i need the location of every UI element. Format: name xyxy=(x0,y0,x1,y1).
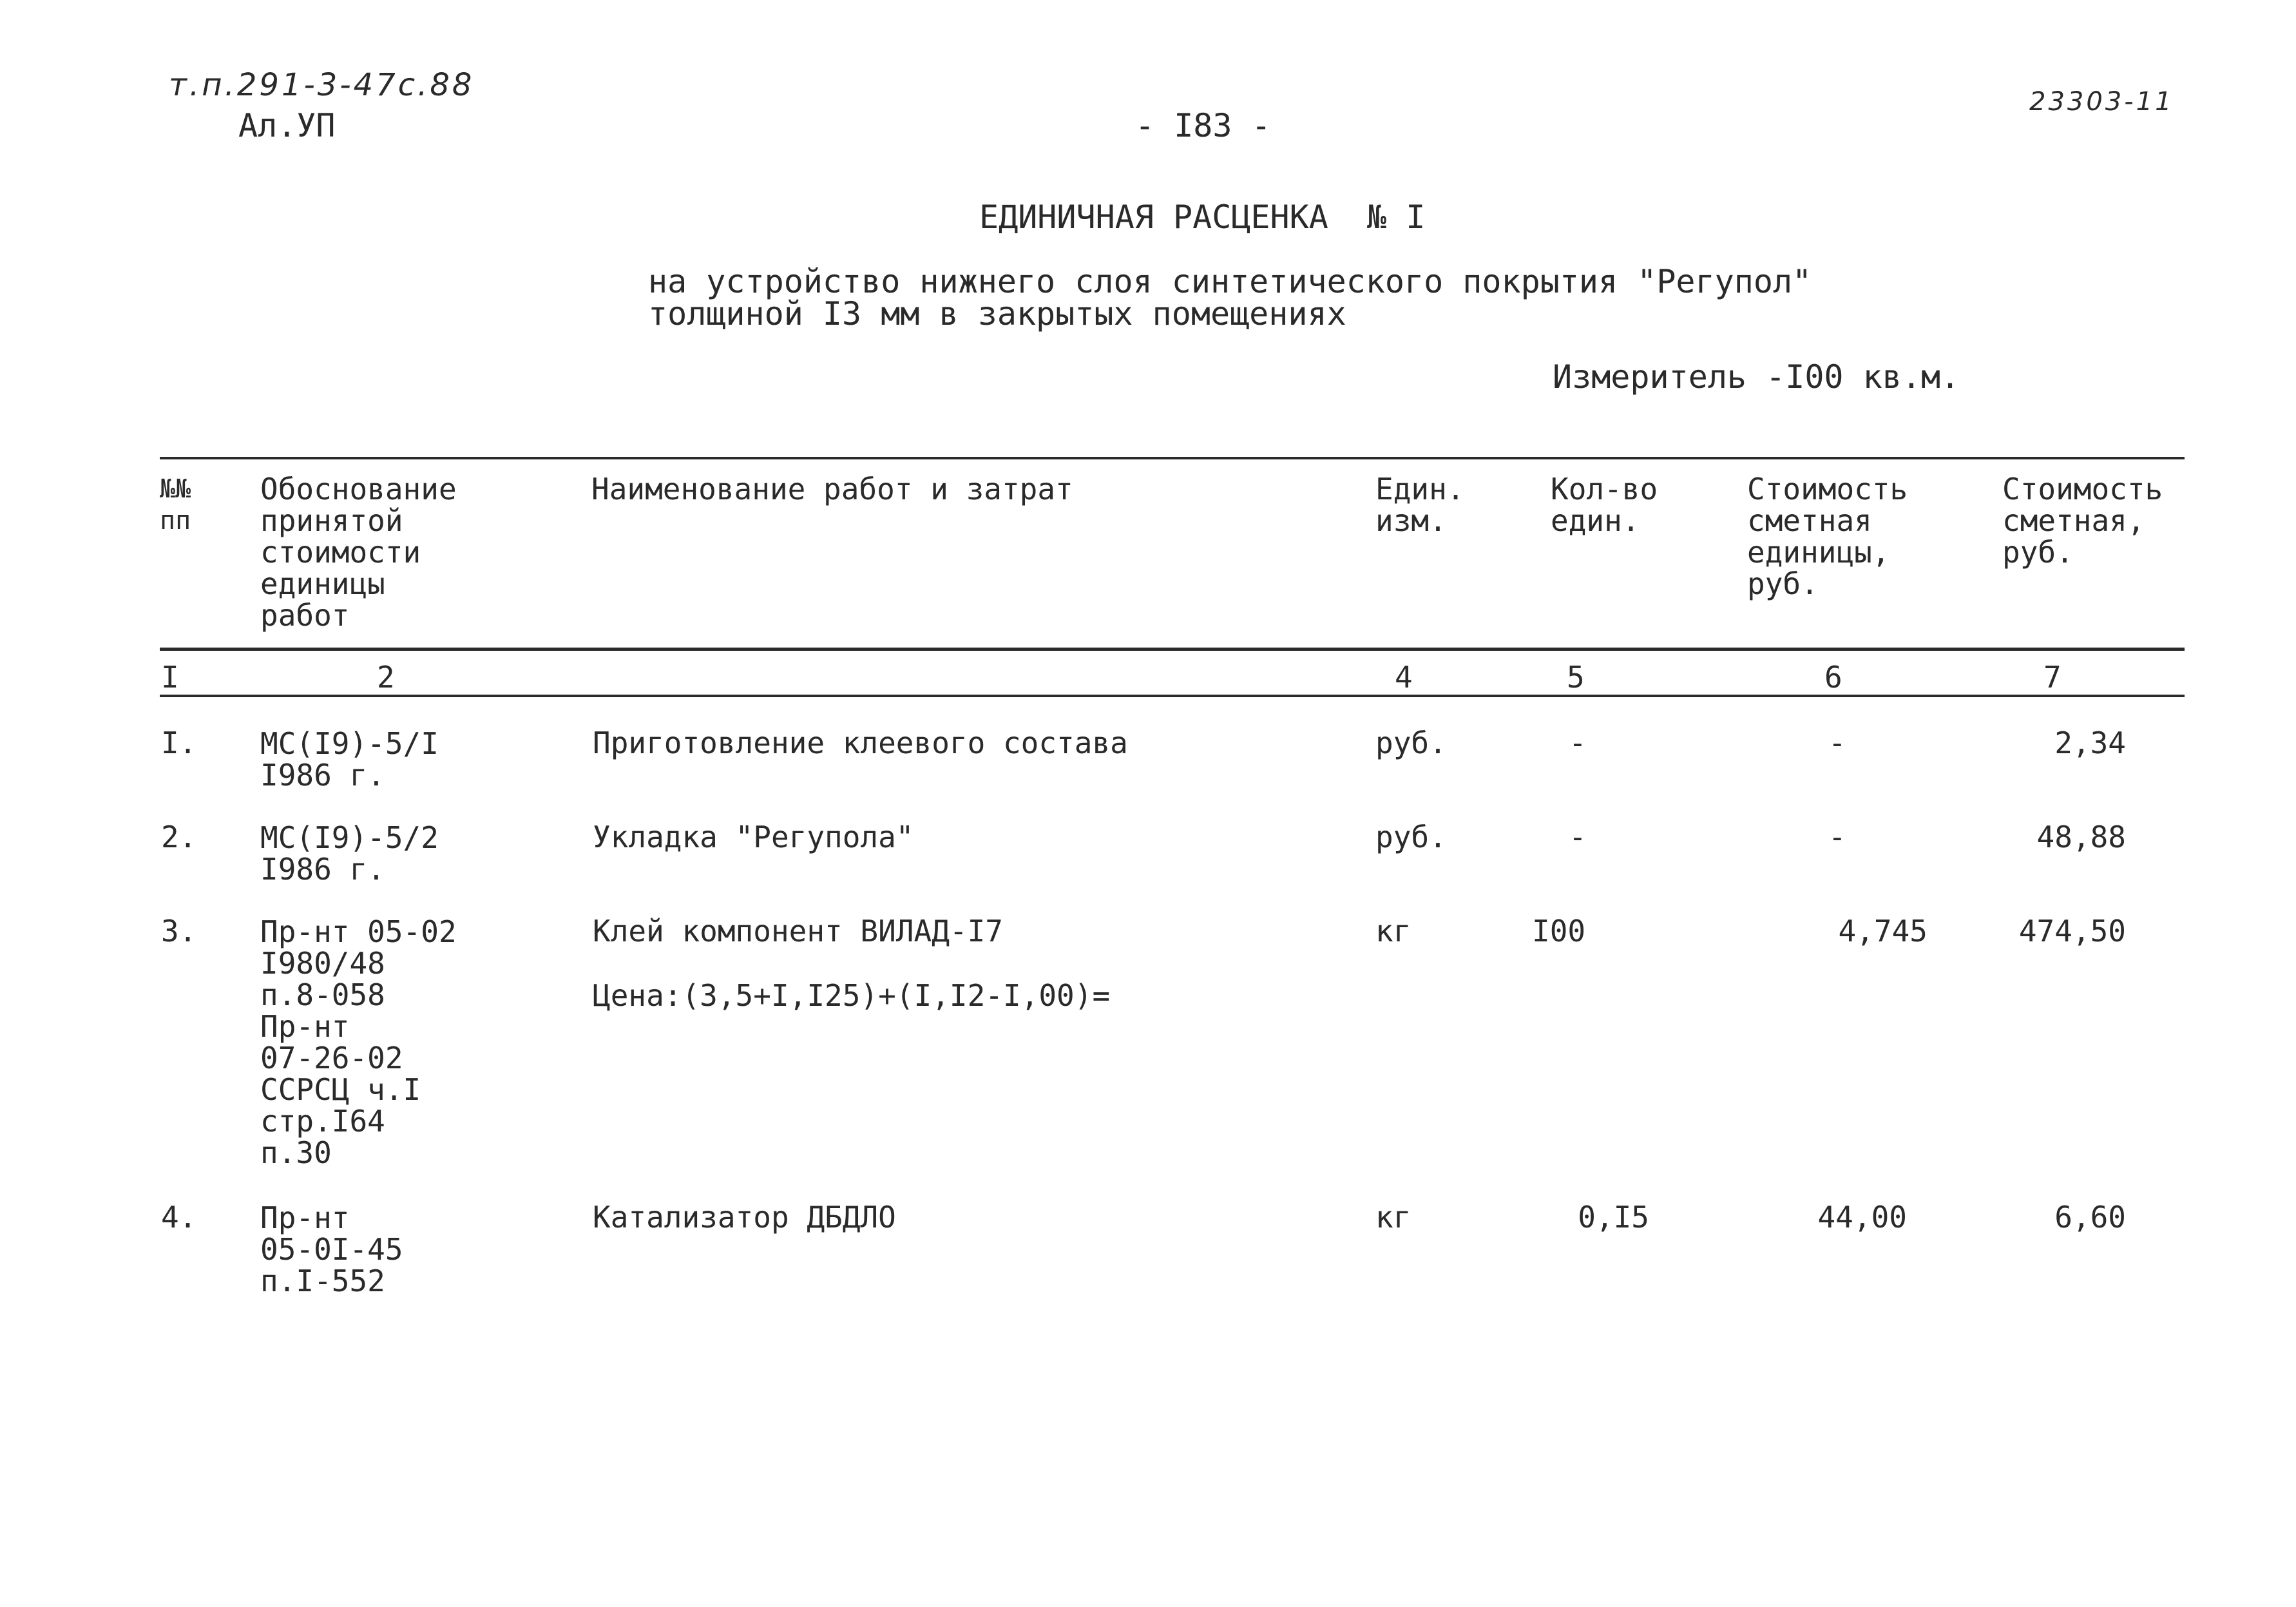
row-total-cost: 2,34 xyxy=(2054,726,2126,760)
header-no: №№ пп xyxy=(160,474,191,535)
row-unit: кг xyxy=(1375,914,1411,948)
column-number-6: 6 xyxy=(1824,660,1842,695)
column-number-5: 5 xyxy=(1567,660,1585,695)
row-qty: - xyxy=(1569,820,1587,854)
subtitle-line-2: толщиной I3 мм в закрытых помещениях xyxy=(648,295,1346,332)
row-unit-cost: - xyxy=(1828,726,1846,760)
row-number: 4. xyxy=(161,1200,197,1235)
measure-unit: Измеритель -I00 кв.м. xyxy=(1553,358,1960,396)
row-name: Приготовление клеевого состава xyxy=(593,726,1128,760)
column-number-2: 2 xyxy=(377,660,395,695)
album-label: Ал.УП xyxy=(238,107,336,144)
header-name: Наименование работ и затрат xyxy=(591,472,1073,506)
row-number: 3. xyxy=(161,914,197,948)
document-reference: т.п.291-3-47с.88 xyxy=(169,67,475,103)
subtitle-line-1: на устройство нижнего слоя синтетического покрытия "Регупол" xyxy=(648,263,1812,300)
header-unit: Един. изм. xyxy=(1375,472,1465,538)
row-total-cost: 474,50 xyxy=(2018,914,2126,948)
row-unit: кг xyxy=(1375,1200,1411,1235)
row-name: Укладка "Регупола" xyxy=(593,820,914,854)
row-total-cost: 48,88 xyxy=(2036,820,2126,854)
table-top-rule xyxy=(160,457,2185,459)
row-name: Клей компонент ВИЛАД-I7 xyxy=(593,914,1003,948)
header-qty: Кол-во един. xyxy=(1551,472,1658,538)
row-unit-cost: 4,745 xyxy=(1838,914,1928,948)
column-number-4: 4 xyxy=(1395,660,1413,695)
row-number: I. xyxy=(161,726,197,760)
header-unit-cost: Стоимость сметная единицы, руб. xyxy=(1747,472,1908,601)
row-unit-cost: 44,00 xyxy=(1817,1200,1907,1235)
row-basis: Пр-нт 05-02 I980/48 п.8-058 Пр-нт 07-26-02 ССРСЦ ч.I стр.I64 п.30 xyxy=(260,914,457,1170)
row-unit: руб. xyxy=(1375,726,1447,760)
row-unit-cost: - xyxy=(1828,820,1846,854)
column-numbers-rule xyxy=(160,695,2185,697)
row-price-formula: Цена:(3,5+I,I25)+(I,I2-I,00)= xyxy=(593,978,1111,1013)
inventory-number: 23303-11 xyxy=(2029,87,2174,117)
row-unit: руб. xyxy=(1375,820,1447,854)
row-name: Катализатор ДБДЛО xyxy=(593,1200,896,1235)
header-total-cost: Стоимость сметная, руб. xyxy=(2002,472,2163,570)
column-number-1: I xyxy=(161,660,179,695)
row-qty: I00 xyxy=(1532,914,1586,948)
row-basis: МС(I9)-5/2 I986 г. xyxy=(260,820,439,887)
row-qty: 0,I5 xyxy=(1578,1200,1649,1235)
header-basis: Обоснование принятой стоимости единицы работ xyxy=(260,472,457,633)
header-bottom-rule xyxy=(160,648,2185,651)
page-title: ЕДИНИЧНАЯ РАСЦЕНКА № I xyxy=(979,198,1426,236)
column-number-7: 7 xyxy=(2043,660,2062,695)
page-number: - I83 - xyxy=(1135,107,1271,144)
row-qty: - xyxy=(1569,726,1587,760)
row-number: 2. xyxy=(161,820,197,854)
row-basis: Пр-нт 05-0I-45 п.I-552 xyxy=(260,1200,403,1298)
row-total-cost: 6,60 xyxy=(2054,1200,2126,1235)
row-basis: МС(I9)-5/I I986 г. xyxy=(260,726,439,793)
